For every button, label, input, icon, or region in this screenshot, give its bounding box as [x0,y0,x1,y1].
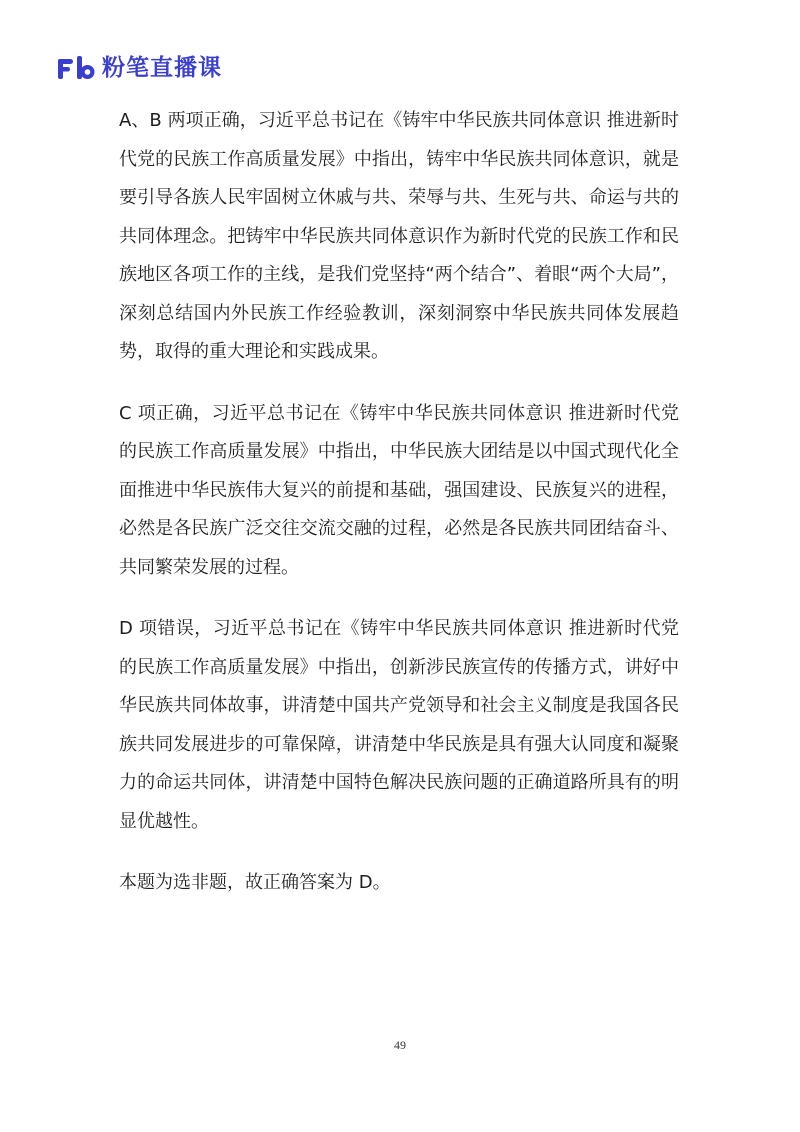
paragraph-ab: A、B 两项正确，习近平总书记在《铸牢中华民族共同体意识 推进新时代党的民族工作高质量发展》中指出，铸牢中华民族共同体意识，就是要引导各族人民牢固树立休戚与共、荣辱与共、生死与共、命运与共的共同体理念。把铸牢中华民族共同体意识作为新时代党的民族工作和民族地区各项工作的主线，是我们党坚持“两个结合”、着眼“两个大局”，深刻总结国内外民族工作经验教训，深刻洞察中华民族共同体发展趋势，取得的重大理论和实践成果。 [119,110,679,362]
page-number: 49 [394,1038,406,1052]
paragraph-c: C 项正确，习近平总书记在《铸牢中华民族共同体意识 推进新时代党的民族工作高质量发展》中指出，中华民族大团结是以中国式现代化全面推进中华民族伟大复兴的前提和基础，强国建设、民族复兴的进程，必然是各民族广泛交往交流交融的过程，必然是各民族共同团结奋斗、共同繁荣发展的过程。 [119,402,679,578]
paragraph-conclusion: 本题为选非题，故正确答案为 D。 [119,872,391,893]
brand-name: 粉笔直播课 [102,55,222,81]
paragraph-d: D 项错误，习近平总书记在《铸牢中华民族共同体意识 推进新时代党的民族工作高质量发展》中指出，创新涉民族宣传的传播方式，讲好中华民族共同体故事，讲清楚中国共产党领导和社会主义制度是我国各民族共同发展进步的可靠保障，讲清楚中华民族是具有强大认同度和凝聚力的命运共同体，讲清楚中国特色解决民族问题的正确道路所具有的明显优越性。 [119,618,679,832]
fenbi-fb-logo-icon [57,55,97,81]
answer-explanation [119,102,679,926]
page-header [57,51,222,85]
